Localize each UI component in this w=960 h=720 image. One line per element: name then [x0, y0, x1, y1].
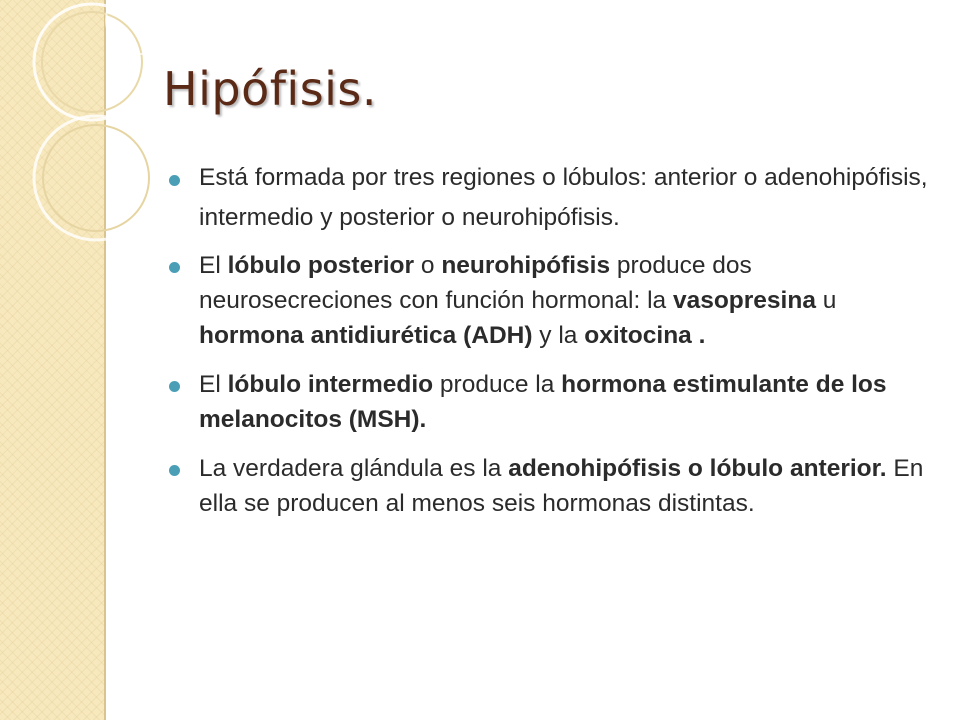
bullet-text: La verdadera glándula es la	[199, 455, 509, 482]
bold-term: vasopresina	[672, 287, 816, 314]
bullet-text: El	[199, 252, 228, 279]
bullet-dot-icon	[169, 175, 180, 186]
bold-term: neurohipófisis	[441, 252, 611, 279]
bullet-text: y la	[532, 322, 585, 349]
bullet-item	[162, 367, 930, 437]
bold-term: hormona antidiurética (ADH)	[199, 322, 533, 349]
bullet-item	[162, 451, 930, 521]
bullet-dot-icon	[169, 262, 180, 273]
bullet-item	[162, 248, 930, 353]
bullet-text: o	[414, 252, 442, 279]
bold-term: lóbulo intermedio	[227, 371, 434, 398]
slide-title: Hipófisis.	[163, 62, 378, 116]
bullet-dot-icon	[169, 381, 180, 392]
bullet-text: Está formada por tres regiones o lóbulos: anterior o adenohipófisis, intermedio y posterior o neurohipófisis.	[199, 164, 928, 231]
decorative-circles-icon	[0, 0, 160, 260]
bold-term: oxitocina .	[584, 322, 706, 349]
bullet-text: produce dos neurosecreciones con función hormonal: la	[199, 252, 752, 314]
bold-term: lóbulo posterior	[227, 252, 415, 279]
bullet-text: El	[199, 371, 228, 398]
bullet-item	[162, 158, 930, 238]
bullet-text: produce la	[433, 371, 562, 398]
bold-term: adenohipófisis o lóbulo anterior.	[508, 455, 887, 482]
bold-term: hormona estimulante de los melanocitos (MSH).	[199, 371, 887, 433]
bullet-text: En ella se producen al menos seis hormonas distintas.	[199, 455, 924, 517]
bullet-text: u	[815, 287, 837, 314]
bullet-dot-icon	[169, 465, 180, 476]
bullet-list	[162, 158, 930, 535]
